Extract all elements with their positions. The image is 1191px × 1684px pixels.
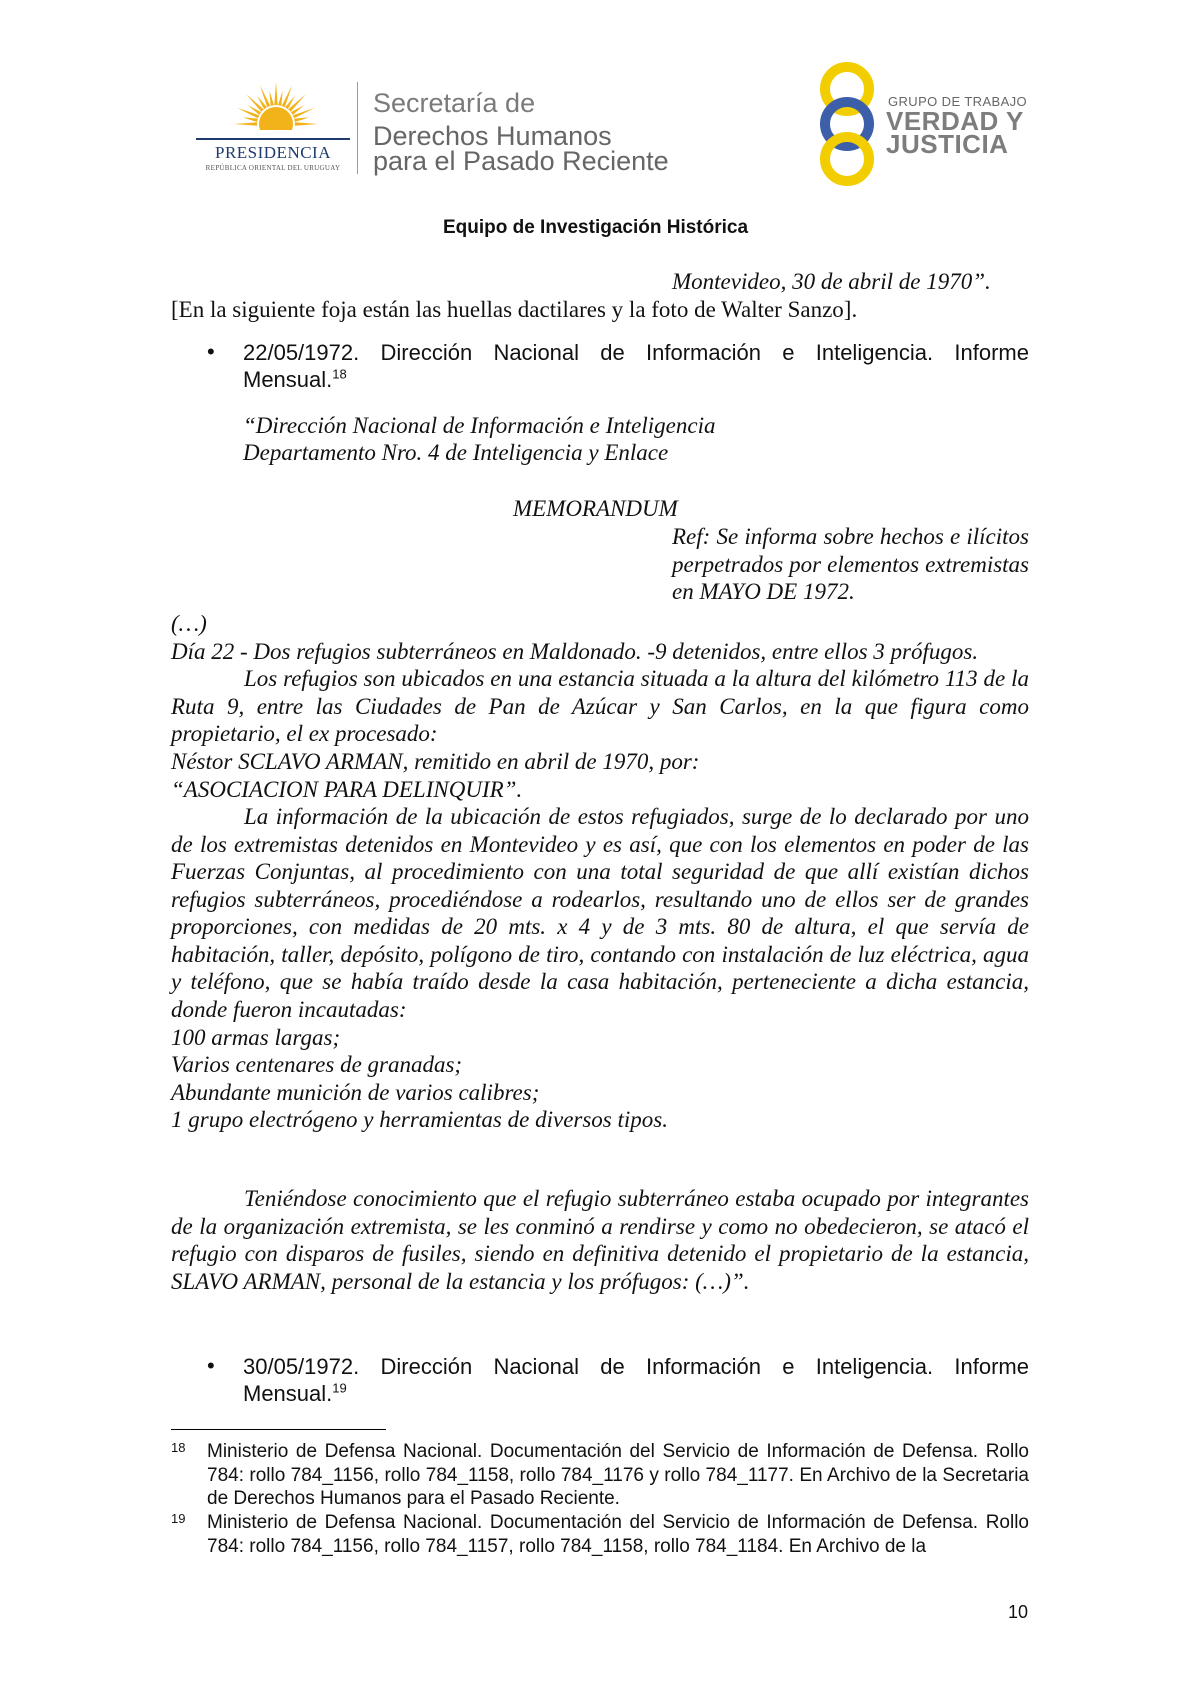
header-vertical-divider [357,82,358,174]
sun-ray [274,82,277,105]
page-number: 10 [1008,1602,1029,1622]
secretaria-line-1: Secretaría de [373,88,536,118]
seized-item-1: 100 armas largas; [171,1025,341,1050]
sun-ray [295,122,318,125]
presidencia-subtitle: REPÚBLICA ORIENTAL DEL URUGUAY [205,164,341,172]
memo-title: MEMORANDUM [513,496,678,521]
secretaria-line-3: para el Pasado Reciente [373,146,669,176]
seized-item-2: Varios centenares de granadas; [171,1052,463,1077]
footnote-19-number: 19 [171,1511,186,1526]
memo-heading-1: “Dirección Nacional de Información e Inteligencia [243,413,716,438]
asociacion-line: “ASOCIACION PARA DELINQUIR”. [171,777,523,802]
sun-ray [269,91,274,106]
grupo-trabajo-line-2: VERDAD Y [886,106,1024,136]
sun-ray [243,117,258,122]
paragraph-informacion: La información de la ubicación de estos refugiados, surge de lo declarado por uno de los extremistas detenidos en Montevideo y es así, que con los elementos en poder de las Fuerzas Conjuntas, al procedimiento con una total seguridad de que allí existían dichos refugios subterráneos, procediéndose a rodearlos, resultando uno de ellos ser de grandes proporciones, con medidas de 20 mts. x 4 y de 3 mts. 80 de altura, el que servía de habitación, taller, depósito, polígono de tiro, contando con instalación de luz eléctrica, agua y teléfono, que se había traído desde la casa habitación, perteneciente a dicha estancia, donde fueron incautadas: [171,804,1029,1022]
bullet-dot-2: • [207,1353,215,1378]
memo-heading-2: Departamento Nro. 4 de Inteligencia y Enlace [243,440,669,465]
closing-line: Montevideo, 30 de abril de 1970”. [672,269,991,294]
ellipsis-1: (…) [171,611,207,636]
sun-ray [278,91,283,106]
day-22-line: Día 22 - Dos refugios subterráneos en Maldonado. -9 detenidos, entre ellos 3 prófugos. [171,639,979,664]
footnote-ref-19: 19 [332,1380,347,1396]
verdad-justicia-rings-logo [810,62,884,186]
bullet-item-1 [243,339,1029,393]
footnote-18-number: 18 [171,1440,186,1455]
team-title: Equipo de Investigación Histórica [442,217,749,238]
grupo-trabajo-line-3: JUSTICIA [886,129,1009,159]
footnote-separator [171,1429,386,1430]
grupo-trabajo-line-1: GRUPO DE TRABAJO [888,94,1028,109]
seized-item-4: 1 grupo electrógeno y herramientas de diversos tipos. [171,1107,668,1132]
bullet-2-text: 30/05/1972. Dirección Nacional de Información e Inteligencia. Informe Mensual. [243,1354,1029,1406]
sun-ray [294,117,309,122]
sun-ray [234,122,257,125]
secretaria-line-2: Derechos Humanos [373,121,612,151]
bullet-dot-1: • [207,339,215,364]
bullet-item-2 [243,1353,1029,1407]
paragraph-teniendose: Teniéndose conocimiento que el refugio subterráneo estaba ocupado por integrantes de la organización extremista, se les conminó a rendirse y como no obedecieron, se atacó el refugio con disparos de fusiles, siendo en definitiva detenido el propietario de la estancia, SLAVO ARMAN, personal de la estancia y los prófugos: (…)”. [171,1186,1029,1294]
nestor-line: Néstor SCLAVO ARMAN, remitido en abril de 1970, por: [171,749,700,774]
memo-reference: Ref: Se informa sobre hechos e ilícitos perpetrados por elementos extremistas en MAYO DE 1972. [672,524,1029,604]
seized-item-3: Abundante munición de varios calibres; [171,1080,540,1105]
footnote-18-text: Ministerio de Defensa Nacional. Documentación del Servicio de Información de Defensa. Rollo 784: rollo 784_1156, rollo 784_1158, rollo 784_1176 y rollo 784_1177. En Archivo de la Secretaria de Derechos Humanos para el Pasado Reciente. [207,1441,1029,1509]
presidencia-divider [196,138,350,140]
paragraph-refugios: Los refugios son ubicados en una estancia situada a la altura del kilómetro 113 de la Ruta 9, entre las Ciudades de Pan de Azúcar y San Carlos, en la que figura como propietario, el ex procesado: [171,666,1029,746]
presidencia-sun-logo [230,78,322,144]
bracket-note: [En la siguiente foja están las huellas dactilares y la foto de Walter Sanzo]. [171,297,858,322]
presidencia-name: PRESIDENCIA [214,143,331,162]
footnote-ref-18: 18 [332,366,347,382]
bullet-1-text: 22/05/1972. Dirección Nacional de Información e Inteligencia. Informe Mensual. [243,340,1029,392]
footnote-19-text: Ministerio de Defensa Nacional. Documentación del Servicio de Información de Defensa. Rollo 784: rollo 784_1156, rollo 784_1157, rollo 784_1158, rollo 784_1184. En Archivo de la [207,1512,1029,1557]
